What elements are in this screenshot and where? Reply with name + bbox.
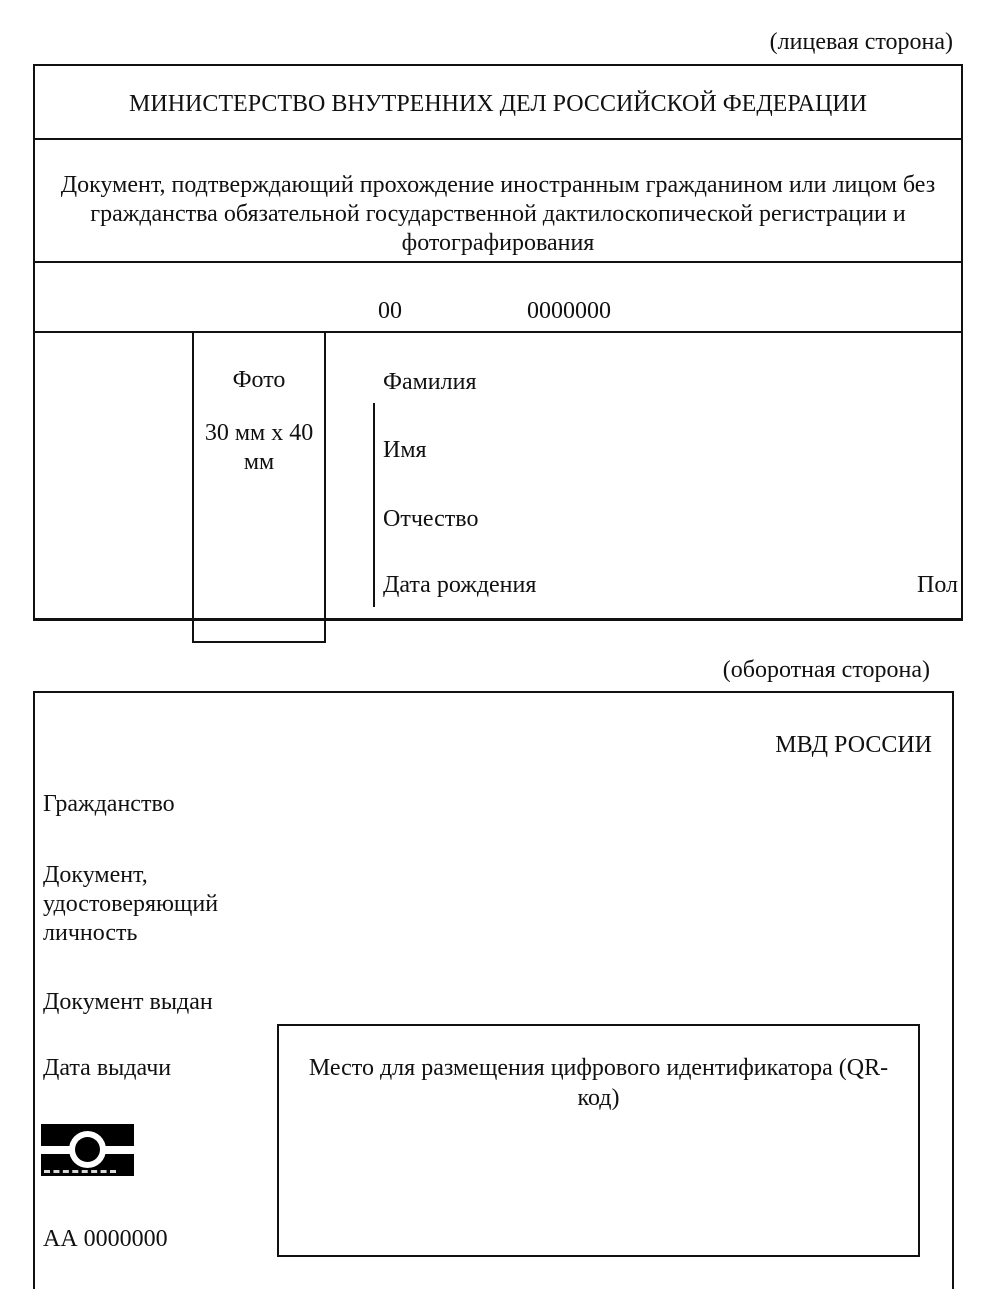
qr-placeholder-text-line2: код) [577, 1085, 620, 1111]
document-issued-field-label: Документ выдан [43, 989, 213, 1015]
fields-separator-line [373, 403, 375, 607]
stamp-core [75, 1137, 100, 1162]
agency-header: МВД РОССИИ [775, 732, 932, 758]
photo-label: Фото [232, 367, 286, 393]
given-name-field-label: Имя [383, 437, 427, 463]
personal-data-row [35, 333, 961, 618]
photo-box [192, 333, 326, 643]
issue-date-field-label: Дата выдачи [43, 1055, 172, 1081]
series-number-row [35, 263, 961, 333]
back-side-label: (оборотная сторона) [722, 657, 930, 683]
birth-date-field-label: Дата рождения [383, 572, 537, 598]
front-side-label: (лицевая сторона) [769, 29, 953, 55]
back-card [33, 691, 954, 1289]
ministry-header: МИНИСТЕРСТВО ВНУТРЕННИХ ДЕЛ РОССИЙСКОЙ ФЕДЕРАЦИИ [129, 91, 867, 118]
document-description: Документ, подтверждающий прохождение иностранным гражданином или лицом без гражданства обязательной государственной дактилоскопической регистрации и фотографирования [35, 140, 961, 263]
series-value: 00 [378, 298, 402, 324]
citizenship-field-label: Гражданство [43, 791, 175, 817]
photo-size-label: 30 мм x 40 мм [204, 419, 314, 475]
stamp-ring [69, 1131, 106, 1168]
number-value: 0000000 [527, 298, 611, 324]
front-card [33, 64, 963, 621]
identity-document-field-label: Документ, удостоверяющий личность [43, 862, 219, 946]
ministry-header-row [35, 66, 961, 140]
blank-series-number: АА 0000000 [43, 1226, 168, 1252]
patronymic-field-label: Отчество [383, 506, 479, 532]
stamp-microtext [44, 1170, 116, 1173]
qr-placeholder-text-line1: Место для размещения цифрового идентификатора (QR- [308, 1055, 889, 1081]
hologram-stamp-icon [41, 1124, 134, 1176]
sex-field-label: Пол [917, 572, 958, 598]
surname-field-label: Фамилия [383, 369, 477, 395]
qr-placeholder-box [277, 1024, 920, 1257]
